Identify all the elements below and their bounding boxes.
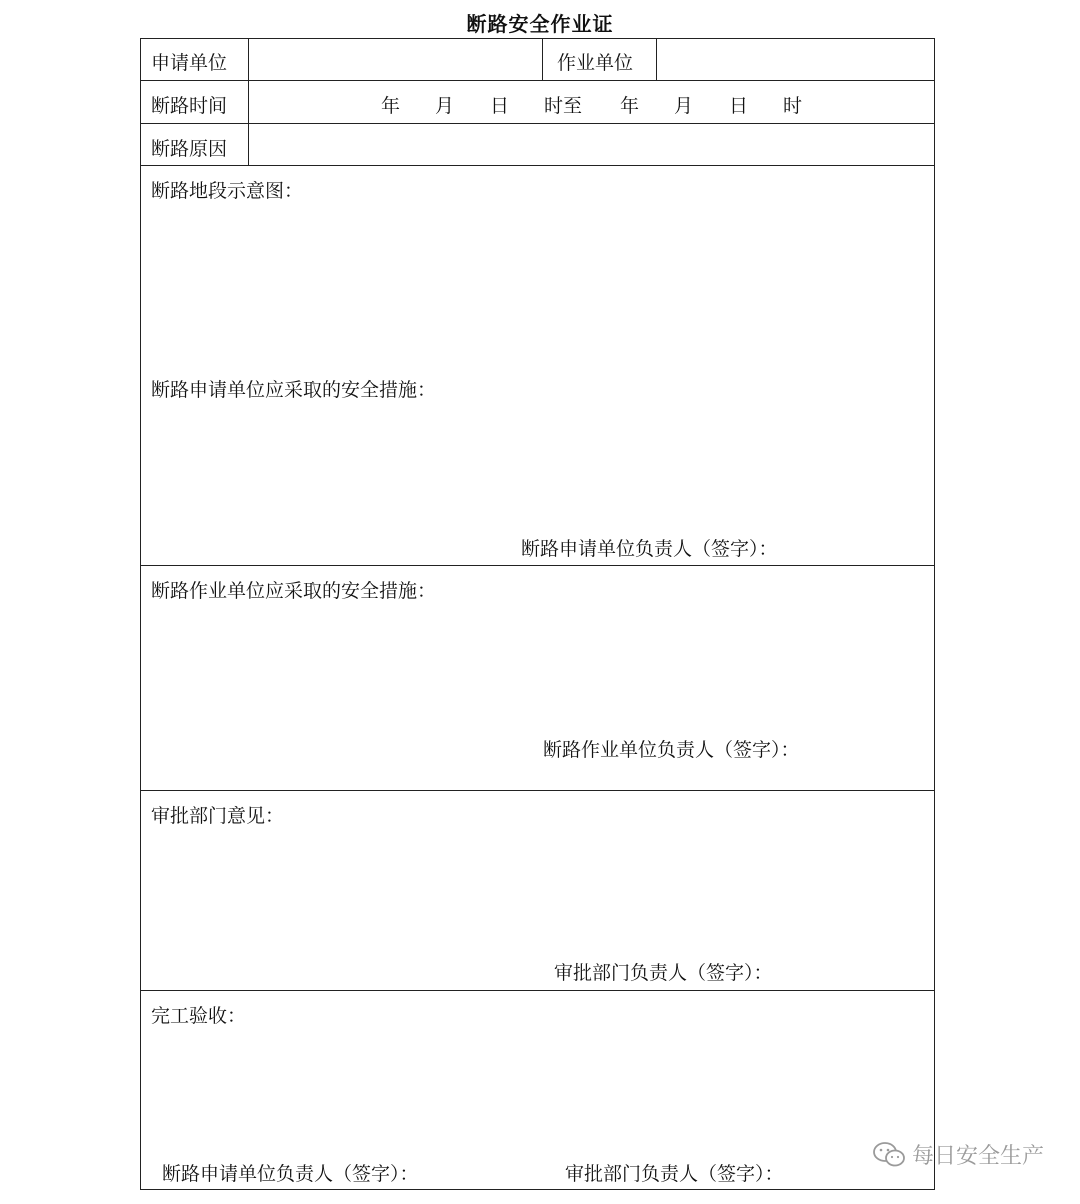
applicant-measures-label: 断路申请单位应采取的安全措施：: [151, 379, 437, 401]
row-divider: [141, 80, 934, 81]
row-divider: [141, 990, 934, 991]
column-divider: [248, 39, 249, 165]
time-unit-hour-to: 时至: [544, 95, 583, 117]
column-divider: [542, 39, 543, 80]
row-divider: [141, 123, 934, 124]
page-title: 断路安全作业证: [466, 12, 614, 36]
reason-label: 断路原因: [151, 138, 228, 160]
time-unit-hour: 时: [783, 95, 803, 117]
applicant-signature-label: 断路申请单位负责人（签字）：: [521, 538, 778, 560]
row-divider: [141, 165, 934, 166]
time-unit-month: 月: [674, 95, 694, 117]
time-label: 断路时间: [151, 95, 228, 117]
completion-label: 完工验收：: [151, 1005, 247, 1027]
row-divider: [141, 565, 934, 566]
permit-form: [140, 38, 935, 1190]
column-divider: [656, 39, 657, 80]
time-unit-month: 月: [435, 95, 455, 117]
time-unit-year: 年: [620, 95, 640, 117]
row-divider: [141, 790, 934, 791]
approval-label: 审批部门意见：: [151, 805, 285, 827]
wechat-icon: [872, 1141, 906, 1169]
completion-applicant-signature-label: 断路申请单位负责人（签字）：: [162, 1163, 419, 1185]
work-unit-label: 作业单位: [557, 52, 634, 74]
time-unit-day: 日: [729, 95, 749, 117]
work-signature-label: 断路作业单位负责人（签字）：: [543, 739, 800, 761]
watermark: [872, 1139, 1044, 1170]
time-unit-day: 日: [490, 95, 510, 117]
diagram-label: 断路地段示意图：: [151, 180, 304, 202]
applicant-unit-label: 申请单位: [151, 52, 228, 74]
approval-signature-label: 审批部门负责人（签字）：: [554, 962, 773, 984]
completion-approval-signature-label: 审批部门负责人（签字）：: [565, 1163, 784, 1185]
work-measures-label: 断路作业单位应采取的安全措施：: [151, 580, 437, 602]
watermark-text: 每日安全生产: [911, 1144, 1044, 1169]
time-unit-year: 年: [381, 95, 401, 117]
